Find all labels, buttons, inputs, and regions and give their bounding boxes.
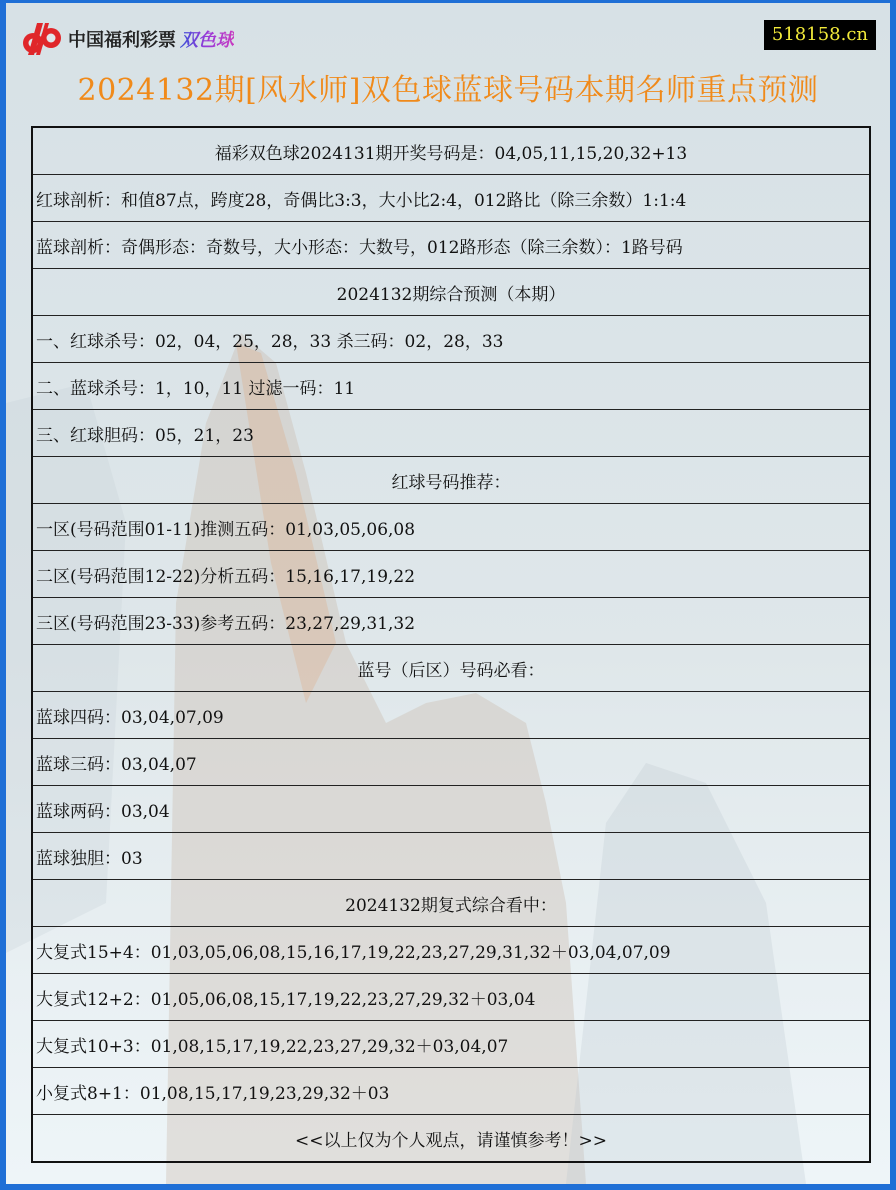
disclaimer-row: <<以上仅为个人观点，请谨慎参考！>> <box>295 1130 607 1151</box>
cwl-logo[interactable] <box>20 21 234 57</box>
section-heading-blue: 蓝号（后区）号码必看： <box>33 645 869 692</box>
red-kill-row: 一、红球杀号：02，04，25，28，33 杀三码：02，28，33 <box>33 316 869 363</box>
blue-single-row: 蓝球独胆：03 <box>33 833 869 880</box>
blue-two-row: 蓝球两码：03,04 <box>33 786 869 833</box>
multiple-12-2-row: 大复式12+2：01,05,06,08,15,17,19,22,23,27,29,32＋03,04 <box>33 974 869 1021</box>
section-heading-red-recommend: 红球号码推荐： <box>33 457 869 504</box>
prediction-table <box>31 126 871 1163</box>
blue-ball-analysis-row: 蓝球剖析：奇偶形态：奇数号，大小形态：大数号，012路形态（除三余数）：1路号码 <box>33 222 869 269</box>
red-ball-analysis-row: 红球剖析：和值87点，跨度28，奇偶比3:3，大小比2:4，012路比（除三余数）1:1:4 <box>33 175 869 222</box>
zone-1-row: 一区(号码范围01-11)推测五码：01,03,05,06,08 <box>33 504 869 551</box>
blue-kill-row: 二、蓝球杀号：1，10，11 过滤一码：11 <box>33 363 869 410</box>
red-bankers-row: 三、红球胆码：05，21，23 <box>33 410 869 457</box>
page-title: 2024132期[风水师]双色球蓝球号码本期名师重点预测 <box>77 73 819 108</box>
section-heading-multiple: 2024132期复式综合看中： <box>33 880 869 927</box>
multiple-15-4-row: 大复式15+4：01,03,05,06,08,15,16,17,19,22,23,27,29,31,32＋03,04,07,09 <box>33 927 869 974</box>
multiple-10-3-row: 大复式10+3：01,08,15,17,19,22,23,27,29,32＋03,04,07 <box>33 1021 869 1068</box>
cwl-logo-icon <box>20 21 64 57</box>
blue-three-row: 蓝球三码：03,04,07 <box>33 739 869 786</box>
blue-four-row: 蓝球四码：03,04,07,09 <box>33 692 869 739</box>
multiple-8-1-row: 小复式8+1：01,08,15,17,19,23,29,32＋03 <box>33 1068 869 1115</box>
last-draw-result-row: 福彩双色球2024131期开奖号码是：04,05,11,15,20,32+13 <box>33 128 869 175</box>
header <box>6 3 890 69</box>
site-domain-badge[interactable]: 518158.cn <box>764 20 876 50</box>
logo-accent-text: 双色球 <box>180 26 234 52</box>
zone-3-row: 三区(号码范围23-33)参考五码：23,27,29,31,32 <box>33 598 869 645</box>
logo-text: 中国福利彩票 <box>68 30 176 51</box>
zone-2-row: 二区(号码范围12-22)分析五码：15,16,17,19,22 <box>33 551 869 598</box>
section-heading-comprehensive: 2024132期综合预测（本期） <box>33 269 869 316</box>
